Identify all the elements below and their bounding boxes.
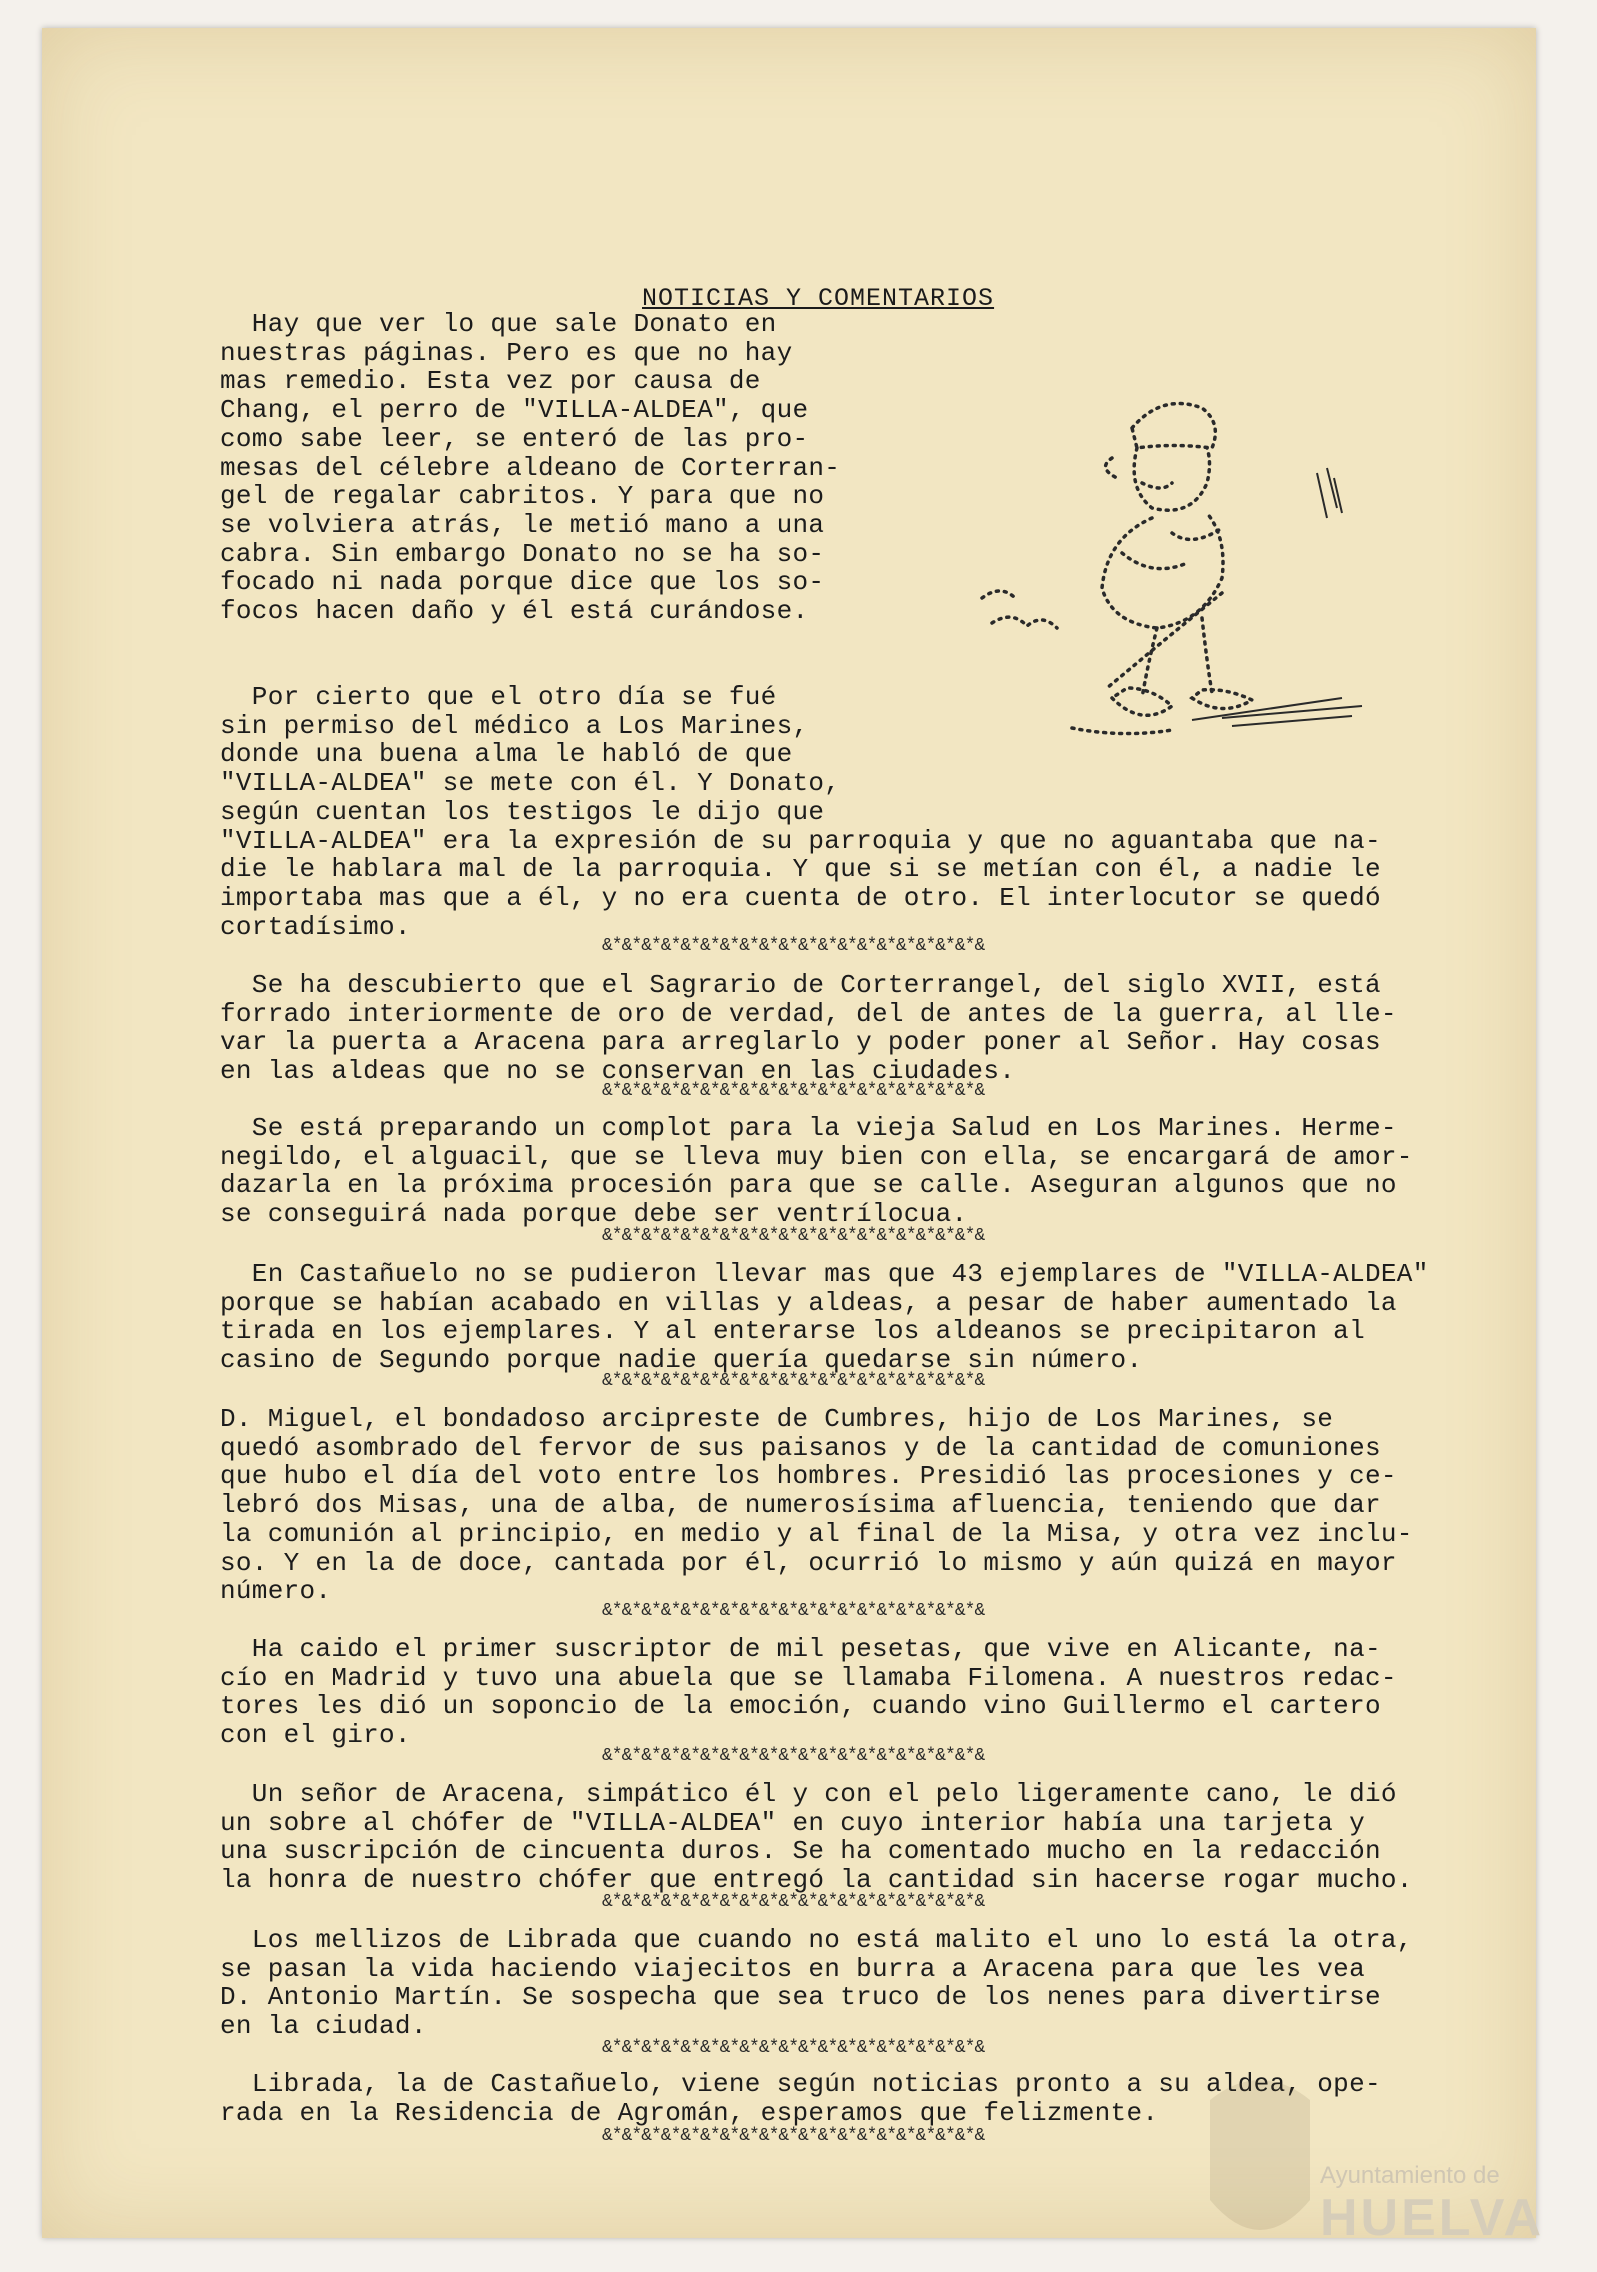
separator: &*&*&*&*&*&*&*&*&*&*&*&*&*&*&*&*&*&*&*& <box>602 1226 985 1246</box>
page-title: NOTICIAS Y COMENTARIOS <box>642 284 995 313</box>
separator: &*&*&*&*&*&*&*&*&*&*&*&*&*&*&*&*&*&*&*& <box>602 2038 985 2058</box>
document-page <box>42 28 1536 2238</box>
paragraph-3 <box>220 971 1520 1086</box>
separator: &*&*&*&*&*&*&*&*&*&*&*&*&*&*&*&*&*&*&*& <box>602 1371 985 1391</box>
paragraph-text: Hay que ver lo que sale Donato en nuestras páginas. Pero es que no hay mas remedio. Esta vez por causa de Chang, el perro de "VILLA-ALDEA", que como sabe leer, se enteró de las pro- mesas del célebre aldeano de Corterran- gel de regalar cabritos. Y para que no se volviera atrás, le metió mano a una cabra. Sin embargo Donato no se ha so- focado ni nada porque dice que los so- focos hacen daño y él está curándose. <box>220 309 841 627</box>
paragraph-text: Ha caido el primer suscriptor de mil pesetas, que vive en Alicante, na- cío en Madrid y tuvo una abuela que se llamaba Filomena. A nuestros redac- tores les dió un soponcio de la emoción, cuando vino Guillermo el cartero con el giro. <box>220 1634 1397 1751</box>
paragraph-9 <box>220 1926 1520 2041</box>
separator: &*&*&*&*&*&*&*&*&*&*&*&*&*&*&*&*&*&*&*& <box>602 2126 985 2146</box>
paragraph-2 <box>220 683 1520 941</box>
paragraph-text: Librada, la de Castañuelo, viene según noticias pronto a su ope- rada en la Residencia de Agromán, esperamos que felizmente. <box>220 2069 1381 2128</box>
separator: &*&*&*&*&*&*&*&*&*&*&*&*&*&*&*&*&*&*&*& <box>602 1892 985 1912</box>
separator: &*&*&*&*&*&*&*&*&*&*&*&*&*&*&*&*&*&*&*& <box>602 1601 985 1621</box>
watermark-seal-icon <box>1195 2060 1325 2260</box>
separator: &*&*&*&*&*&*&*&*&*&*&*&*&*&*&*&*&*&*&*& <box>602 936 985 956</box>
paragraph-text: D. Miguel, el bondadoso arcipreste de Cumbres, hijo de Los Marines, se quedó asombrado del fervor de sus paisanos y de la cantidad de comuniones que hubo el día del voto entre los hombres. Presidió las procesiones y ce- lebró dos Misas, una de alba, de numerosísima afluencia, teniendo que dar la comunión al principio, en medio y al final de la Misa, y otra vez inclu- so. Y en la de doce, cantada por él, ocurrió lo mismo y aún quizá en mayor número. <box>220 1404 1413 1607</box>
paragraph-8 <box>220 1780 1520 1895</box>
paragraph-text: En Castañuelo no se pudieron llevar mas que 43 ejemplares de "VILLA-ALDEA" porque se habían acabado en villas y aldeas, a pesar de haber aumentado la tirada en los ejemplares. Y al enterarse los aldeanos se precipitaron al casino de Segundo porque nadie quería quedarse sin número. <box>220 1259 1429 1376</box>
paragraph-text: Un señor de Aracena, simpático él y con el pelo ligeramente cano, le dió un sobre al chófer de "VILLA-ALDEA" en cuyo interior había una tarjeta y una suscripción de cincuenta duros. Se ha comentado mucho en la redacción la honra de nuestro chófer que entregó la cantidad sin hacerse rogar mucho. <box>220 1779 1413 1896</box>
paragraph-text: Los mellizos de Librada que cuando no está malito el uno lo está la otra, se pasan la vida haciendo viajecitos en burra a Aracena para que les vea D. Antonio Martín. Se sospecha que sea truco de los nenes para divertirse en la ciudad. <box>220 1925 1413 2042</box>
paragraph-5 <box>220 1260 1520 1375</box>
paragraph-6 <box>220 1405 1520 1606</box>
separator: &*&*&*&*&*&*&*&*&*&*&*&*&*&*&*&*&*&*&*& <box>602 1746 985 1766</box>
watermark-line-2: HUELVA <box>1320 2189 1545 2247</box>
paragraph-4 <box>220 1114 1520 1229</box>
paragraph-text: Por cierto que el otro día se fué sin permiso del médico a Los Marines, donde una buena alma le habló de que "VILLA-ALDEA" se mete con él. Y Donato, según cuentan los testigos le dijo que "VILLA-ALDEA" era la expresión de su parroquia y que no aguantaba que na- die le hablara mal de la parroquia. Y que si se metían con él, a nadie le importaba mas que a él, y no era cuenta de otro. El interlocutor se quedó cortadísimo. <box>220 682 1381 942</box>
paragraph-7 <box>220 1635 1520 1750</box>
separator: &*&*&*&*&*&*&*&*&*&*&*&*&*&*&*&*&*&*&*& <box>602 1081 985 1101</box>
watermark-line-1: Ayuntamiento de <box>1320 2162 1500 2189</box>
paragraph-1 <box>220 310 1520 626</box>
paragraph-text: Se está preparando un complot para la vieja Salud en Los Marines. Herme- negildo, el alguacil, que se lleva muy bien con ella, se encargará de amor- dazarla en la próxima procesión para que se calle. Aseguran algunos que no se conseguirá nada porque debe ser ventrílocua. <box>220 1113 1413 1230</box>
paragraph-text: Se ha descubierto que el Sagrario de Corterrangel, del siglo XVII, está forrado interiormente de oro de verdad, del de antes de la guerra, al lle- var la puerta a Aracena para arreglarlo y poder poner al Señor. Hay cosas en las aldeas que no se conservan en las ciudades. <box>220 970 1397 1087</box>
paragraph-10 <box>220 2070 1520 2127</box>
